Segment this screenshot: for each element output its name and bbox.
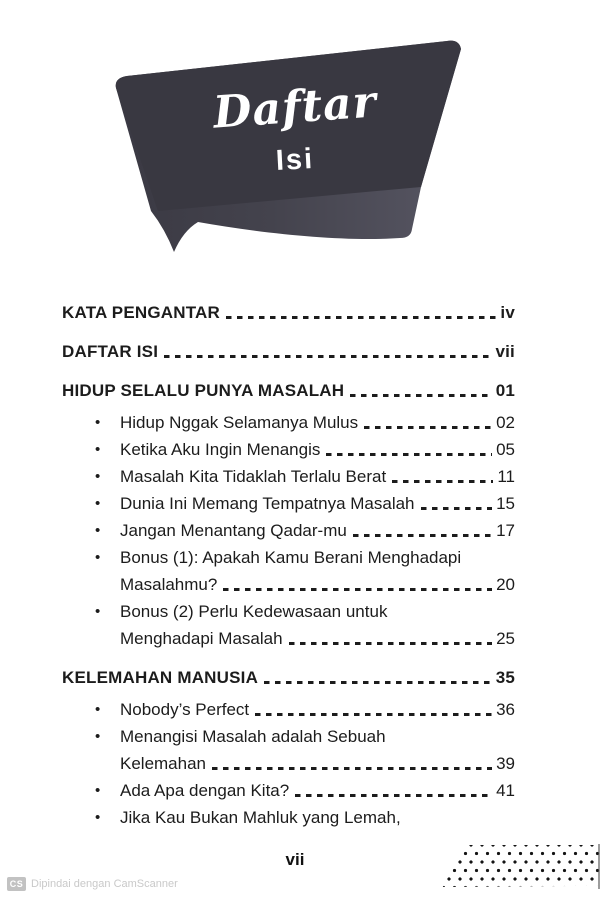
camscanner-watermark <box>7 877 178 891</box>
toc-entry-title: KATA PENGANTAR <box>62 302 220 322</box>
page-number: 20 <box>496 574 515 594</box>
dash-leader <box>289 642 493 645</box>
toc-entry-title: Jika Kau Bukan Mahluk yang Lemah, <box>120 807 401 827</box>
dash-leader <box>255 713 492 716</box>
dash-leader <box>392 480 493 483</box>
toc-item-row <box>62 696 515 723</box>
bullet-icon: • <box>95 728 101 745</box>
page-number: 02 <box>496 412 515 432</box>
bullet-icon: • <box>95 549 101 566</box>
toc-entry-title: Hidup Nggak Selamanya Mulus <box>120 412 359 432</box>
toc-entry-title: DAFTAR ISI <box>62 341 159 361</box>
dash-leader <box>223 588 492 591</box>
toc-heading-row <box>62 338 515 365</box>
toc-entry-title: Bonus (2) Perlu Kedewasaan untuk <box>120 601 388 621</box>
toc-heading-row <box>62 377 515 404</box>
toc-item-row <box>62 777 515 804</box>
toc-entry-title: Bonus (1): Apakah Kamu Berani Menghadapi <box>120 547 462 567</box>
page-number: 25 <box>496 628 515 648</box>
dash-leader <box>350 394 491 397</box>
toc-entry-title: Masalahmu? <box>120 574 218 594</box>
page-number: vii <box>495 341 515 361</box>
page-number: 35 <box>495 667 515 687</box>
toc-item-row <box>62 490 515 517</box>
toc-item-row <box>62 436 515 463</box>
toc-entry-title: Kelemahan <box>120 753 207 773</box>
page-number: iv <box>500 302 515 322</box>
page-number: 15 <box>496 493 515 513</box>
bullet-icon: • <box>95 441 101 458</box>
dash-leader <box>226 316 496 319</box>
bubble-subtitle: Isi <box>275 143 315 177</box>
page-number: 41 <box>496 780 515 800</box>
toc-item-row <box>62 571 515 598</box>
toc-entry-title: Jangan Menantang Qadar-mu <box>120 520 347 540</box>
page-number: 01 <box>495 380 515 400</box>
page-number: 05 <box>496 439 515 459</box>
page-number: 17 <box>496 520 515 540</box>
toc-item-row <box>62 463 515 490</box>
dash-leader <box>364 426 492 429</box>
toc-entry-title: Dunia Ini Memang Tempatnya Masalah <box>120 493 415 513</box>
toc-item-row <box>62 517 515 544</box>
toc-entry-title: HIDUP SELALU PUNYA MASALAH <box>62 380 345 400</box>
camscanner-note: Dipindai dengan CamScanner <box>31 878 178 890</box>
halftone-dots-pattern <box>438 845 600 887</box>
dash-leader <box>295 794 492 797</box>
toc-entry-title: Menangisi Masalah adalah Sebuah <box>120 726 386 746</box>
dash-leader <box>264 681 492 684</box>
dash-leader <box>326 453 492 456</box>
table-of-contents <box>62 299 515 831</box>
toc-item-row <box>62 804 515 831</box>
page-number: 11 <box>497 466 515 486</box>
toc-heading-row <box>62 664 515 691</box>
bullet-icon: • <box>95 782 101 799</box>
toc-entry-title: KELEMAHAN MANUSIA <box>62 667 259 687</box>
bullet-icon: • <box>95 495 101 512</box>
bullet-icon: • <box>95 701 101 718</box>
toc-entry-title: Menghadapi Masalah <box>120 628 283 648</box>
toc-item-row <box>62 544 515 571</box>
dash-leader <box>212 767 492 770</box>
folio-page-number: vii <box>285 850 305 869</box>
toc-entry-title: Nobody’s Perfect <box>120 699 250 719</box>
bullet-icon: • <box>95 809 101 826</box>
toc-item-row <box>62 409 515 436</box>
bullet-icon: • <box>95 522 101 539</box>
dash-leader <box>421 507 493 510</box>
toc-entry-title: Ada Apa dengan Kita? <box>120 780 290 800</box>
camscanner-logo: CS <box>7 877 26 891</box>
bullet-icon: • <box>95 468 101 485</box>
bullet-icon: • <box>95 414 101 431</box>
dash-leader <box>164 355 491 358</box>
page-number: 36 <box>496 699 515 719</box>
bullet-icon: • <box>95 603 101 620</box>
toc-item-row <box>62 598 515 625</box>
toc-item-row <box>62 625 515 652</box>
toc-item-row <box>62 750 515 777</box>
toc-heading-row <box>62 299 515 326</box>
dash-leader <box>353 534 492 537</box>
page-number: 39 <box>496 753 515 773</box>
toc-item-row <box>62 723 515 750</box>
bubble-title: Daftar <box>211 76 379 139</box>
toc-entry-title: Masalah Kita Tidaklah Terlalu Berat <box>120 466 387 486</box>
toc-entry-title: Ketika Aku Ingin Menangis <box>120 439 321 459</box>
